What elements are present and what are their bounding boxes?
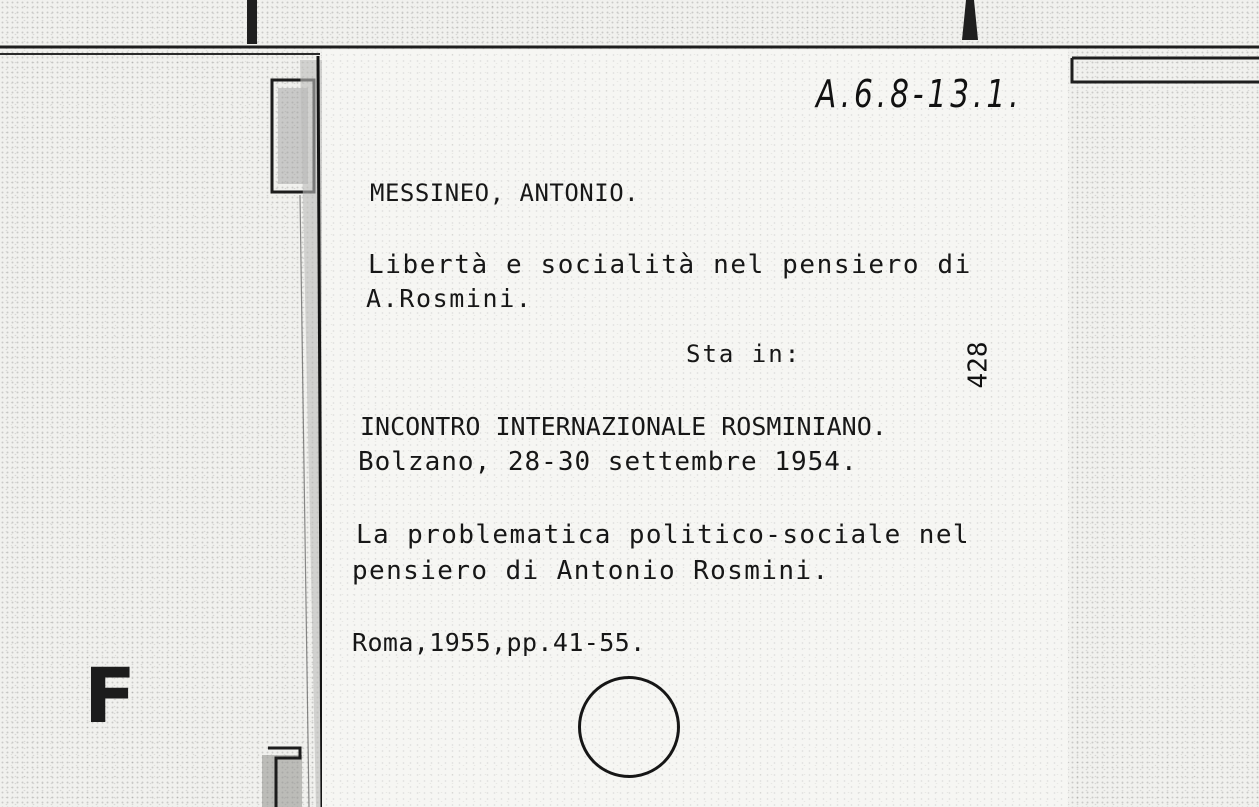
volume-line-2: pensiero di Antonio Rosmini. [352, 556, 830, 586]
sta-in-label: Sta in: [686, 340, 802, 368]
imprint: Roma,1955,pp.41-55. [352, 628, 646, 657]
volume-line-1: La problematica politico-sociale nel [356, 520, 970, 550]
side-number: 428 [963, 341, 993, 389]
event-line-1: INCONTRO INTERNAZIONALE ROSMINIANO. [360, 412, 887, 441]
event-line-2: Bolzano, 28-30 settembre 1954. [358, 447, 858, 477]
margin-mark: F [84, 651, 136, 740]
punch-hole [578, 676, 680, 778]
title-line-1: Libertà e socialità nel pensiero di [368, 250, 972, 280]
author-heading: MESSINEO, ANTONIO. [370, 179, 640, 207]
title-line-2: A.Rosmini. [366, 284, 533, 313]
shelfmark: A.6.8-13.1. [816, 72, 1023, 116]
